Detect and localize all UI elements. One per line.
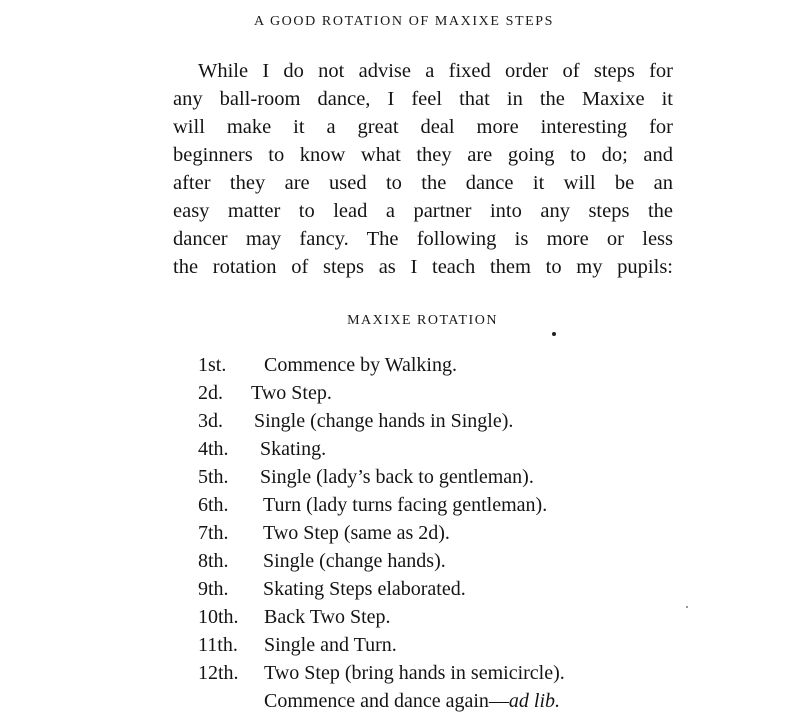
paragraph-line: any ball-room dance, I feel that in the Maxixe it — [173, 88, 673, 110]
step-text: Single (change hands). — [263, 550, 446, 572]
step-text: Single (change hands in Single). — [254, 410, 514, 432]
step-number: 2d. — [198, 382, 223, 404]
paragraph-line: the rotation of steps as I teach them to my pupils: — [173, 256, 673, 278]
step-number: 12th. — [198, 662, 239, 684]
step-number: 10th. — [198, 606, 239, 628]
paragraph-line: While I do not advise a fixed order of steps for — [198, 60, 673, 82]
list-item — [198, 603, 758, 631]
list-item — [198, 519, 758, 547]
step-text: Two Step. — [251, 382, 332, 404]
section-subheading: MAXIXE ROTATION — [347, 313, 498, 328]
step-number: 1st. — [198, 354, 227, 376]
paragraph-line: easy matter to lead a partner into any steps the — [173, 200, 673, 222]
paragraph-line: dancer may fancy. The following is more or less — [173, 228, 673, 250]
paragraph-line: will make it a great deal more interesting for — [173, 116, 673, 138]
step-text: Commence by Walking. — [264, 354, 457, 376]
closing-emphasis: ad lib. — [508, 690, 561, 712]
step-number: 11th. — [198, 634, 238, 656]
list-item — [198, 463, 758, 491]
step-number: 5th. — [198, 466, 229, 488]
step-number: 4th. — [198, 438, 229, 460]
list-item — [198, 547, 758, 575]
step-text: Turn (lady turns facing gentleman). — [263, 494, 548, 516]
closing-line — [198, 687, 758, 715]
step-number: 3d. — [198, 410, 223, 432]
step-text: Single (lady’s back to gentleman). — [260, 466, 534, 488]
step-text: Single and Turn. — [264, 634, 397, 656]
step-text: Two Step (bring hands in semicircle). — [264, 662, 565, 684]
page-heading: A GOOD ROTATION OF MAXIXE STEPS — [253, 14, 555, 29]
step-text: Back Two Step. — [264, 606, 391, 628]
step-text: Skating Steps elaborated. — [263, 578, 466, 600]
step-text: Skating. — [260, 438, 327, 460]
step-number: 8th. — [198, 550, 229, 572]
list-item — [198, 407, 758, 435]
list-item — [198, 631, 758, 659]
list-item — [198, 491, 758, 519]
list-item — [198, 351, 758, 379]
paragraph-line: after they are used to the dance it will be an — [173, 172, 673, 194]
closing-text: Commence and dance again— — [264, 690, 509, 712]
rotation-list — [198, 351, 758, 715]
step-number: 9th. — [198, 578, 229, 600]
step-number: 6th. — [198, 494, 229, 516]
list-item — [198, 659, 758, 687]
list-item — [198, 575, 758, 603]
step-text: Two Step (same as 2d). — [263, 522, 450, 544]
list-item — [198, 435, 758, 463]
intro-paragraph — [173, 57, 673, 281]
paragraph-line: beginners to know what they are going to do; and — [173, 144, 673, 166]
print-speck — [552, 332, 556, 336]
list-item — [198, 379, 758, 407]
step-number: 7th. — [198, 522, 229, 544]
